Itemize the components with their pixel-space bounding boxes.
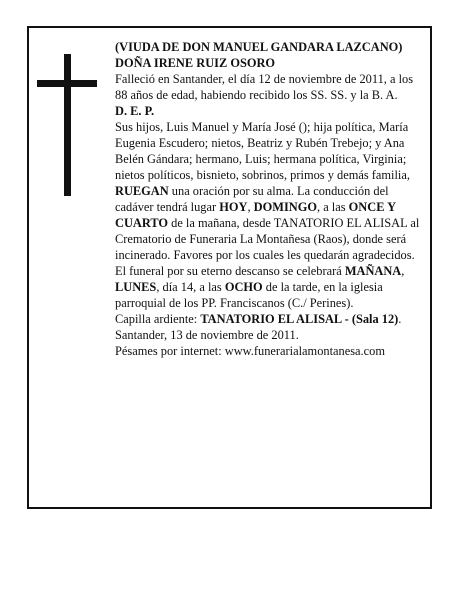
ceremony-text-2: , [247, 200, 254, 214]
ceremony-text-1: una oración por su alma. La conducción del cadáver tendrá lugar [115, 184, 389, 214]
family-list: Sus hijos, Luis Manuel y María José (); hija política, María Eugenia Escudero; nietos, Beatriz y Rubén Trebejo; y Ana Belén Gándara; hermano, Luis; hermana política, Virginia; nietos políticos, bisnieto, sobrinos, primos y demás familia, [115, 120, 410, 182]
once-text: ONCE Y CUARTO [115, 200, 396, 230]
deceased-name: DOÑA IRENE RUIZ OSORO [115, 56, 276, 70]
manana-text: MAÑANA [344, 264, 402, 278]
chapel-label: Capilla ardiente: [115, 312, 201, 326]
obituary-text [115, 39, 420, 359]
chapel-end: . [398, 312, 402, 326]
condolences-line: Pésames por internet: www.funerarialamontanesa.com [115, 344, 385, 358]
ceremony-paragraph [115, 183, 420, 311]
chapel-place: TANATORIO EL ALISAL - (Sala 12) [200, 312, 399, 326]
ceremony-text-6: , día 14, a las [156, 280, 225, 294]
hoy-text: HOY [219, 200, 248, 214]
date-line: Santander, 13 de noviembre de 2011. [115, 328, 299, 342]
ceremony-text-7: de la tarde, en la iglesia parroquial de los PP. Franciscanos (C./ Perines). [115, 280, 383, 310]
lunes-text: LUNES [115, 280, 157, 294]
widow-line: (VIUDA DE DON MANUEL GANDARA LAZCANO) [115, 40, 403, 54]
dep-line: D. E. P. [115, 104, 155, 118]
ceremony-text-4: de la mañana, desde TANATORIO EL ALISAL al Crematorio de Funeraria La Montañesa (Raos), donde será incinerado. Favores por los cuales les quedarán agradecidos. El funeral por su eterno descanso se celebrará [115, 216, 420, 278]
chapel-line [115, 311, 420, 327]
domingo-text: DOMINGO [253, 200, 317, 214]
cross-icon [64, 54, 71, 196]
ruegan-text: RUEGAN [115, 184, 169, 198]
ocho-text: OCHO [224, 280, 263, 294]
death-notice: Falleció en Santander, el día 12 de noviembre de 2011, a los 88 años de edad, habiendo recibido los SS. SS. y la B. A. [115, 72, 414, 102]
ceremony-text-5: , [401, 264, 405, 278]
cross-icon-bar [37, 80, 97, 87]
ceremony-text-3: , a las [317, 200, 349, 214]
